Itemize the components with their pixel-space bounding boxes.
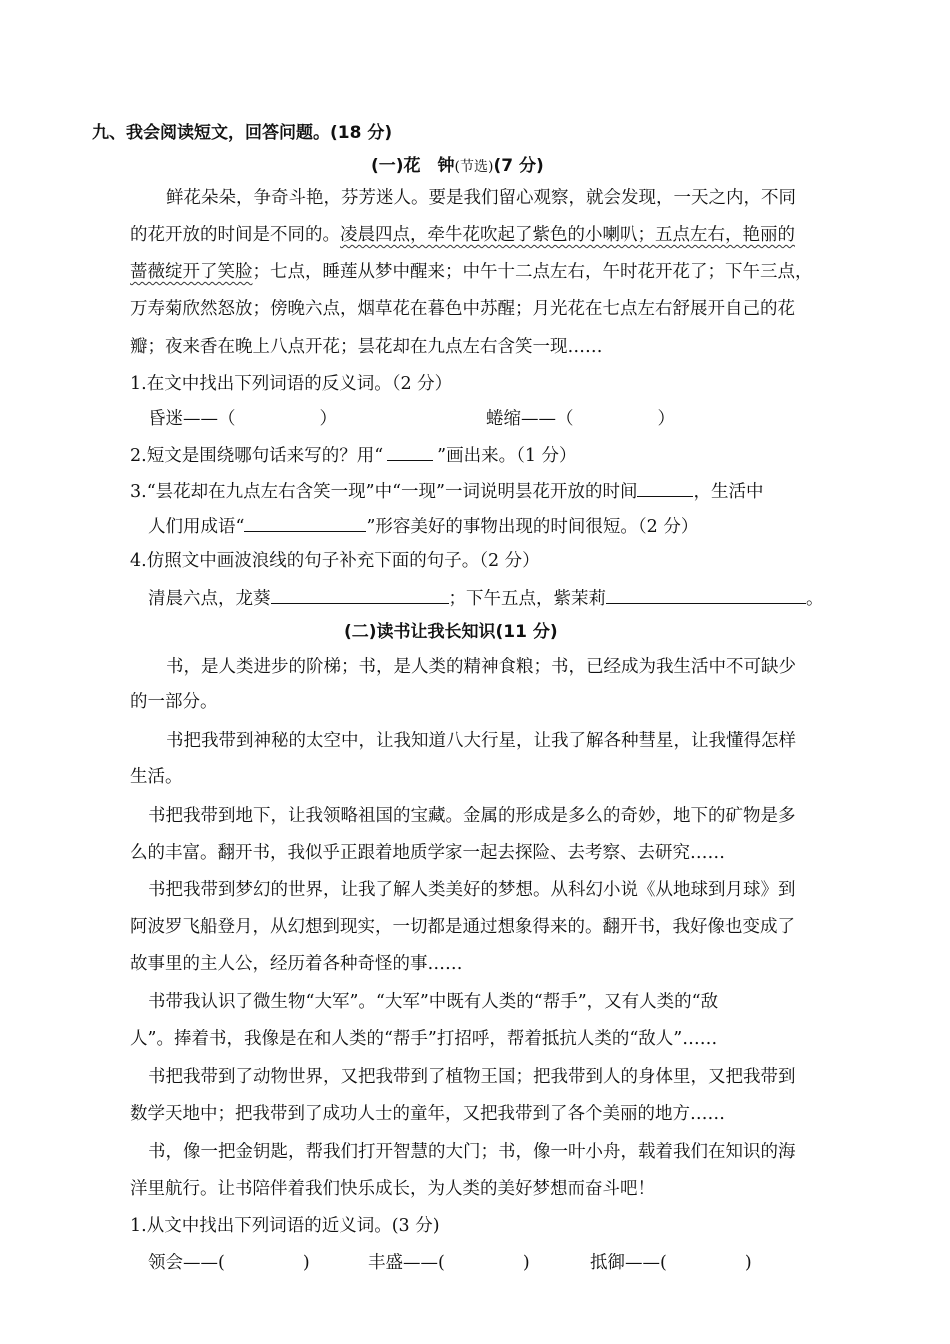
answer-blank[interactable] [606, 585, 806, 604]
part2-para-line: 书，是人类进步的阶梯；书，是人类的精神食粮；书，已经成为我生活中不可缺少 [166, 657, 796, 677]
part1-para-line: 鲜花朵朵，争奇斗艳，芬芳迷人。要是我们留心观察，就会发现，一天之内，不同 [166, 188, 796, 208]
synonym-prompt: 丰盛——( [368, 1253, 445, 1273]
part1-title-score: (7 分) [493, 156, 544, 176]
part1-question-3-cont [148, 513, 698, 539]
close-paren: ） [319, 409, 337, 429]
answer-blank[interactable] [637, 478, 693, 497]
synonym-item-3 [590, 1251, 752, 1275]
question-text: ；下午五点，紫茉莉 [448, 589, 606, 609]
part2-para-line: 故事里的主人公，经历着各种奇怪的事…… [130, 954, 463, 974]
part2-para-line: 书把我带到了动物世界，又把我带到了植物王国；把我带到人的身体里，又把我带到 [148, 1067, 796, 1087]
question-text: ”画出来。（1 分） [437, 446, 577, 466]
section-title: 九、我会阅读短文，回答问题。(18 分) [92, 123, 393, 143]
answer-blank[interactable] [244, 513, 366, 532]
question-text: 清晨六点，龙葵 [148, 589, 271, 609]
part2-para-line: 书把我带到梦幻的世界，让我了解人类美好的梦想。从科幻小说《从地球到月球》到 [148, 880, 796, 900]
part1-para-line: 瓣；夜来香在晚上八点开花；昙花却在九点左右含笑一现…… [130, 337, 603, 357]
question-text: 。 [806, 589, 824, 609]
part2-question-1: 1.从文中找出下列词语的近义词。(3 分) [130, 1216, 440, 1236]
part1-question-4-answer [148, 585, 824, 611]
part1-para-line [130, 223, 795, 247]
part1-para-line: 万寿菊欣然怒放；傍晚六点，烟草花在暮色中苏醒；月光花在七点左右舒展开自己的花 [130, 299, 795, 319]
part2-para-line: 书把我带到神秘的太空中，让我知道八大行星，让我了解各种彗星，让我懂得怎样 [166, 731, 796, 751]
part2-para-line: 的一部分。 [130, 692, 218, 712]
part2-para-line: 书把我带到地下，让我领略祖国的宝藏。金属的形成是多么的奇妙，地下的矿物是多 [148, 806, 796, 826]
underline-sample [387, 442, 433, 461]
part1-text: 的花开放的时间是不同的。 [130, 225, 340, 245]
part2-para-line: 么的丰富。翻开书，我似乎正跟着地质学家一起去探险、去考察、去研究…… [130, 843, 725, 863]
question-text: 人们用成语“ [148, 517, 245, 537]
part1-title-note: (节选) [454, 159, 494, 175]
part1-question-4: 4.仿照文中画波浪线的句子补充下面的句子。（2 分） [130, 551, 540, 571]
part2-title: (二)读书让我长知识(11 分) [344, 622, 558, 642]
antonym-prompt: 蜷缩——（ [486, 409, 574, 429]
synonym-prompt: 抵御——( [590, 1253, 667, 1273]
antonym-item-2 [486, 407, 675, 431]
close-paren: ) [522, 1253, 530, 1273]
part1-para-line [130, 260, 813, 284]
close-paren: ) [744, 1253, 752, 1273]
part2-para-line: 人”。捧着书，我像是在和人类的“帮手”打招呼，帮着抵抗人类的“敌人”…… [130, 1029, 718, 1049]
synonym-prompt: 领会——( [148, 1253, 225, 1273]
part1-question-3 [130, 478, 763, 504]
question-text: 3.“昙花却在九点左右含笑一现”中“一现”一词说明昙花开放的时间 [130, 482, 638, 502]
question-text: ”形容美好的事物出现的时间很短。（2 分） [366, 517, 699, 537]
antonym-item-1 [148, 407, 337, 431]
close-paren: ) [302, 1253, 310, 1273]
part2-para-line: 阿波罗飞船登月，从幻想到现实，一切都是通过想象得来的。翻开书，我好像也变成了 [130, 917, 795, 937]
part2-para-line: 生活。 [130, 767, 183, 787]
question-text: ，生活中 [693, 482, 764, 502]
part2-para-line: 书，像一把金钥匙，帮我们打开智慧的大门；书，像一叶小舟，载着我们在知识的海 [148, 1142, 796, 1162]
antonym-prompt: 昏迷——（ [148, 409, 236, 429]
synonym-item-2 [368, 1251, 530, 1275]
question-text: 2.短文是围绕哪句话来写的？用“ [130, 446, 384, 466]
part2-para-line: 书带我认识了微生物“大军”。“大军”中既有人类的“帮手”，又有人类的“敌 [148, 992, 719, 1012]
part2-para-line: 洋里航行。让书陪伴着我们快乐成长，为人类的美好梦想而奋斗吧！ [130, 1179, 655, 1199]
part1-title-text: (一)花 钟 [371, 156, 455, 176]
close-paren: ） [657, 409, 675, 429]
part2-para-line: 数学天地中；把我带到了成功人士的童年，又把我带到了各个美丽的地方…… [130, 1104, 725, 1124]
synonym-item-1 [148, 1251, 310, 1275]
part1-title [371, 154, 544, 179]
part1-text: ；七点，睡莲从梦中醒来；中午十二点左右，午时花开花了；下午三点， [252, 262, 813, 282]
answer-blank[interactable] [271, 585, 449, 604]
part1-question-2 [130, 442, 577, 468]
wavy-underlined-sentence: 凌晨四点，牵牛花吹起了紫色的小喇叭；五点左右，艳丽的 [340, 225, 795, 245]
part1-question-1: 1.在文中找出下列词语的反义词。（2 分） [130, 374, 453, 394]
wavy-underlined-sentence: 蔷薇绽开了笑脸 [130, 262, 253, 282]
